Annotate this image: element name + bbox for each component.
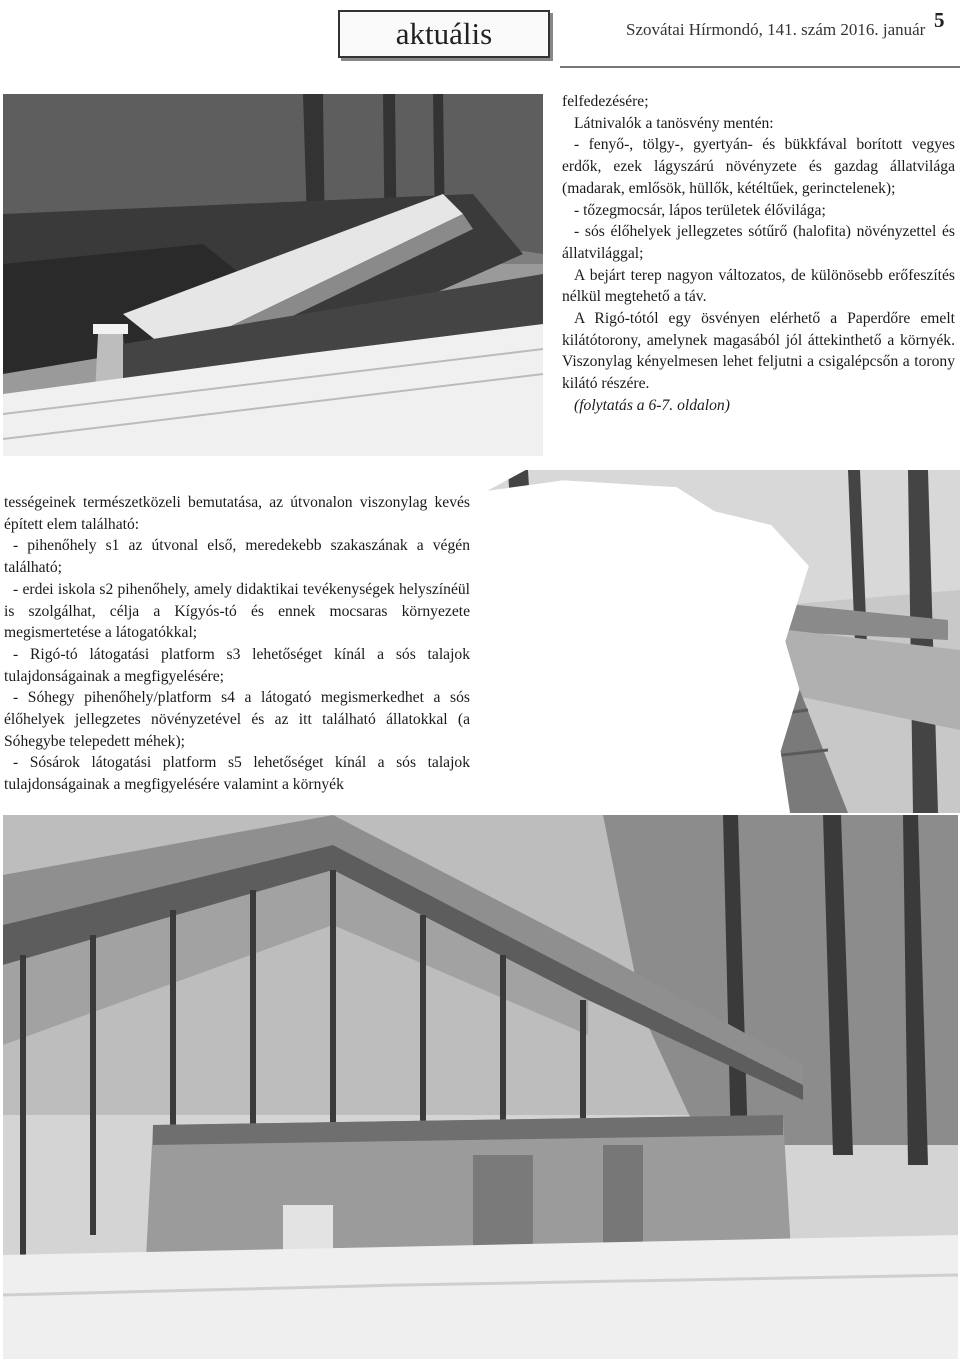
left-paragraph-6: - Sósárok látogatási platform s5 lehetőséget kínál a sós talajok tulajdonságainak a megfigyelésére valamint a környék [4, 754, 470, 794]
header-rule [560, 66, 960, 68]
section-title: aktuális [395, 16, 493, 51]
left-paragraph-2: - pihenőhely s1 az útvonal első, meredekebb szakaszának a végén található; [4, 537, 470, 577]
continuation-note: (folytatás a 6-7. oldalon) [574, 396, 730, 414]
left-text-column [4, 492, 470, 796]
right-paragraph-5: - sós élőhelyek jellegzetes sótűrő (halofita) növényzettel és állatvilággal; [562, 223, 955, 262]
right-paragraph-3: - fenyő-, tölgy-, gyertyán- és bükkfával borított vegyes erdők, ezek lágyszárú növényzete és gazdag állatvilága (madarak, emlősök, hüllők, kétéltűek, gerinctelenek); [562, 136, 955, 197]
right-paragraph-2: Látnivalók a tanösvény mentén: [574, 114, 774, 132]
left-paragraph-3: - erdei iskola s2 pihenőhely, amely didaktikai tevékenységek helyszínéül is szolgálhat, célja a Kígyós-tó és ennek mocsaras környezete megismertetése a látogatókkal; [4, 580, 470, 642]
right-paragraph-6: A bejárt terep nagyon változatos, de különösebb erőfeszítés nélkül megtehető a táv. [562, 266, 955, 306]
lake-boardwalk-snow-photo [3, 94, 543, 456]
right-text-column [562, 91, 955, 417]
elevated-walkway-building-photo [3, 815, 958, 1359]
section-title-box [338, 10, 550, 58]
right-paragraph-4: - tőzegmocsár, lápos területek élővilága; [574, 201, 826, 219]
left-paragraph-5: - Sóhegy pihenőhely/platform s4 a látogató megismerkedhet a sós élőhelyek jellegzetes növényzetével és az itt található állatokkal (a Sóhegybe telepedett méhek); [4, 689, 470, 750]
left-paragraph-1: tességeinek természetközeli bemutatása, az útvonalon viszonylag kevés épített elem található: [4, 494, 470, 533]
publication-info: Szovátai Hírmondó, 141. szám 2016. január [626, 20, 926, 39]
left-paragraph-4: - Rigó-tó látogatási platform s3 lehetőséget kínál a sós talajok tulajdonságainak a megfigyelésére; [4, 645, 470, 685]
walkers-on-boardwalk-photo [488, 470, 960, 813]
right-paragraph-1: felfedezésére; [562, 93, 649, 110]
page-number: 5 [934, 8, 945, 32]
right-paragraph-7: A Rigó-tótól egy ösvényen elérhető a Paperdőre emelt kilátótorony, amelynek magasából jól áttekinthető a környék. Viszonylag kényelmesen lehet feljutni a csigalépcsőn a torony kilátó részére. [562, 310, 955, 393]
